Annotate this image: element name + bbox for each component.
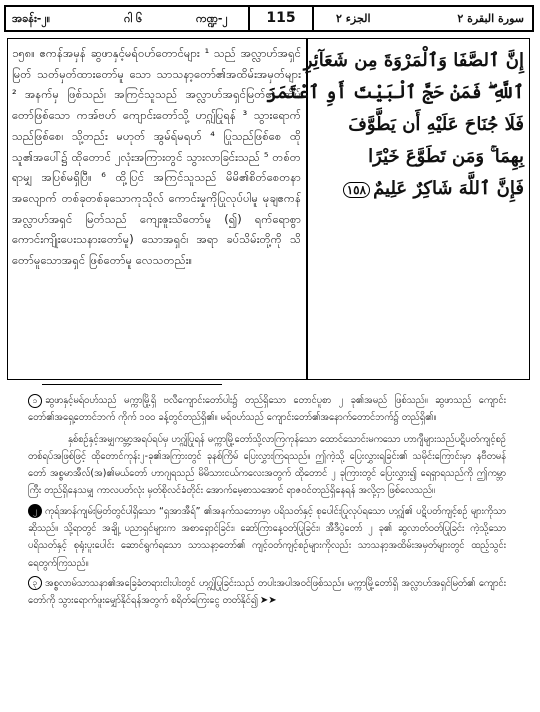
- page-number: 115: [248, 7, 314, 30]
- footnote: [28, 575, 506, 610]
- footnote-text: အစ္စလာမ်သာသနာ၏အခြေခံတရားငါးပါးတွင် ဟဂ္ဂျ်ပြုခြင်းသည် တပါးအပါအဝင်ဖြစ်သည်။ မက္ကာမြို့တော်ရှိ အလ္လာဟ်အရှင်မြတ်၏ ကျောင်းတော်ကို သွားရောက်ဖူးမျှော်နိုင်ရန်အတွက် စရိတ်ကြေးငွေ တတ်နိုင်၍: [28, 577, 506, 607]
- footnotes: [28, 392, 506, 613]
- footnote: [28, 392, 506, 427]
- ayah-number: ١٥٨: [343, 182, 370, 198]
- footnote-rule: [42, 384, 222, 385]
- header-juz-arabic: الجزء ٢: [336, 12, 371, 25]
- footnote-continuation: [28, 431, 506, 500]
- header-chapter: အခန်း-၂။: [12, 12, 51, 25]
- footnote-mark: ၃: [28, 576, 42, 590]
- translation-text: ၁၅၈။ ဧကန်အမှန် ဆွဖာနှင့်မရ်ဝဟ်တောင်များ ¹ သည် အလ္လာဟ်အရှင်မြတ် သတ်မှတ်ထားတော်မူ သော သာသနာ့တော်၏အထိမ်းအမှတ်များ ² အနက်မှ ဖြစ်သည်၊ အကြင်သူသည် အလ္လာဟ်အရှင်မြတ်၏ အိမ်တော်ဖြစ်သော ကအ်ဗဟ် ကျောင်းတော်သို့ ဟဂ္ဂျ်ပြုရန် ³ သွားရောက်သည်ဖြစ်စေ၊ သို့တည်း မဟုတ် အွမ်ရ်မရဟ် ⁴ ပြုသည်ဖြစ်စေ ထိုသူ၏အပေါ်၌ ထိုတောင် ၂လုံးအကြားတွင် သွားလာခြင်းသည် ⁵ တစ်တရာမျှ အပြစ်မရှိပြီ။ ⁶ ထို့ပြင် အကြင်သူသည် မိမိ၏စိတ်စေတနာအလျောက် တစ်ခုတစ်ခုသောကုသိုလ် ကောင်းမှုကိုပြုလုပ်ပါမူ မုချဧကန် အလ္လာဟ်အရှင် မြတ်သည် ကျေးဇူးသိတော်မူ (၍) ရက်ရောစွာ ကောင်းကျိုးပေးသနားတော်မူ) သောအရှင်၊ အရာ ခပ်သိမ်းတို့ကို သိတော်မူသောအရှင် ဖြစ်တော်မူ လေသတည်း။: [12, 46, 301, 268]
- arabic-line: بِهِمَا ۚ وَمَن تَطَوَّعَ خَيْرًا: [368, 146, 524, 167]
- burmese-translation: [12, 43, 301, 271]
- header-juz-burmese: ကဏ္ဍ-၂: [196, 12, 228, 25]
- footnote-text: ကုရ်အာန်ကျမ်းမြတ်တွင်ပါရှိသော “ရှအာအီရ်” ၏အနက်သဘောမှာ ပရိသတ်နှင့် စုပေါင်းပြုလုပ်ရသော ဟဂ္ဂျ်၏ ပဋိပတ်ကျင့်စဉ် များကိုသာဆိုသည်။ သို့ရာတွင် အချို့ ပညာရှင်များက အစာရှောင်ခြင်း၊ ဆော်ကြာနေ့ဝတ်ပြုခြင်း၊ အီဒီပွဲတော် ၂ ခု၏ ဆွလာတ်ဝတ်ပြုခြင်း ကဲ့သို့သော ပရိသတ်နှင့် စုရုံးပူးပေါင်း ဆောင်ရွက်ရသော သာသနာ့တော်၏ ကျင့်ဝတ်ကျင့်စဉ်များကိုလည်း သာသနာ့အထိမ်းအမှတ်များတွင် ထည့်သွင်းရေတွက်ကြသည်။: [28, 505, 506, 569]
- arabic-line: ٱللَّهِ ۖ فَمَنْ حَجَّ ٱلْبَيْتَ أَوِ ٱعْتَمَرَ: [266, 82, 524, 103]
- footnote: [28, 503, 506, 572]
- arabic-verse: [266, 45, 524, 206]
- continue-arrows: ➤➤: [259, 595, 277, 607]
- footnote-text: နှစ်စဉ်နှင့်အမျှကမ္ဘာ့အရပ်ရပ်မှ ဟဂ္ဂျ်ပြုရန် မက္ကာမြို့တော်သို့လာကြကုန်သော ထောင်သောင်းမကသော ဟာဂျီများသည်ပဋိပတ်ကျင့်စဉ်တစ်ရပ်အဖြစ်ဖြင့် ထိုတောင်ကုန်း၂-ခု၏အကြားတွင် ခုနစ်ကြိမ် ပြေးလွှားကြရသည်။ ဤကဲ့သို့ ပြေးလွှားရခြင်း၏ သမိုင်းကြောင်းမှာ နဗီတမန်တော် အစ္စမာအီလ်(အ)၏မယ်တော် ဟာဂျရသည် မိမိသားငယ်ကလေးအတွက် ထိုတောင် ၂ ခုကြားတွင် ပြေးလွှား၍ ရေရှာရသည်ကို ဤကမ္ဘာကြီး တည်ရှိနေသမျှ ကာလပတ်လုံး မှတ်စိုလင်ခံတိုင်း အောက်မေ့စာသအောင် ရာဇဝင်တည်ရှိနေရန် အလို့ငှာ ဖြစ်လေသည်။: [28, 433, 506, 497]
- arabic-line: [314, 173, 524, 206]
- footnote-text: ဆွဖာနှင့်မရ်ဝဟ်သည် မက္ကာမြို့ရှိ ဗလီကျောင်းတော်ပါး၌ တည်ရှိသော တောင်ပူစာ ၂ ခု၏အမည် ဖြစ်သည်။ ဆွဖာသည် ကျောင်းတော်၏အရှေ့တောင်ဘက် ကိုက် ၁၀၀ ခန့်တွင်တည်ရှိ၏။ မရ်ဝဟ်သည် ကျောင်းတော်၏အနောက်တောင်ဘက်၌ တည်ရှိ၏။: [28, 395, 506, 424]
- arabic-line-text: فَإِنَّ ٱللَّهَ شَاكِرٌ عَلِيمٌ: [373, 178, 524, 199]
- header-surah: سورة البقرة ٢: [457, 12, 524, 25]
- verse-block: [7, 38, 530, 380]
- page-header: [4, 5, 534, 32]
- footnote-mark: ၁: [28, 394, 42, 408]
- footnote-mark: ၂: [28, 504, 42, 518]
- arabic-line: إِنَّ ٱلصَّفَا وَٱلْمَرْوَةَ مِن شَعَآئِرِ: [303, 50, 524, 71]
- header-verse: ဂါ ၆: [124, 12, 143, 25]
- arabic-line: فَلَا جُنَاحَ عَلَيْهِ أَن يَطَّوَّفَ: [348, 114, 524, 135]
